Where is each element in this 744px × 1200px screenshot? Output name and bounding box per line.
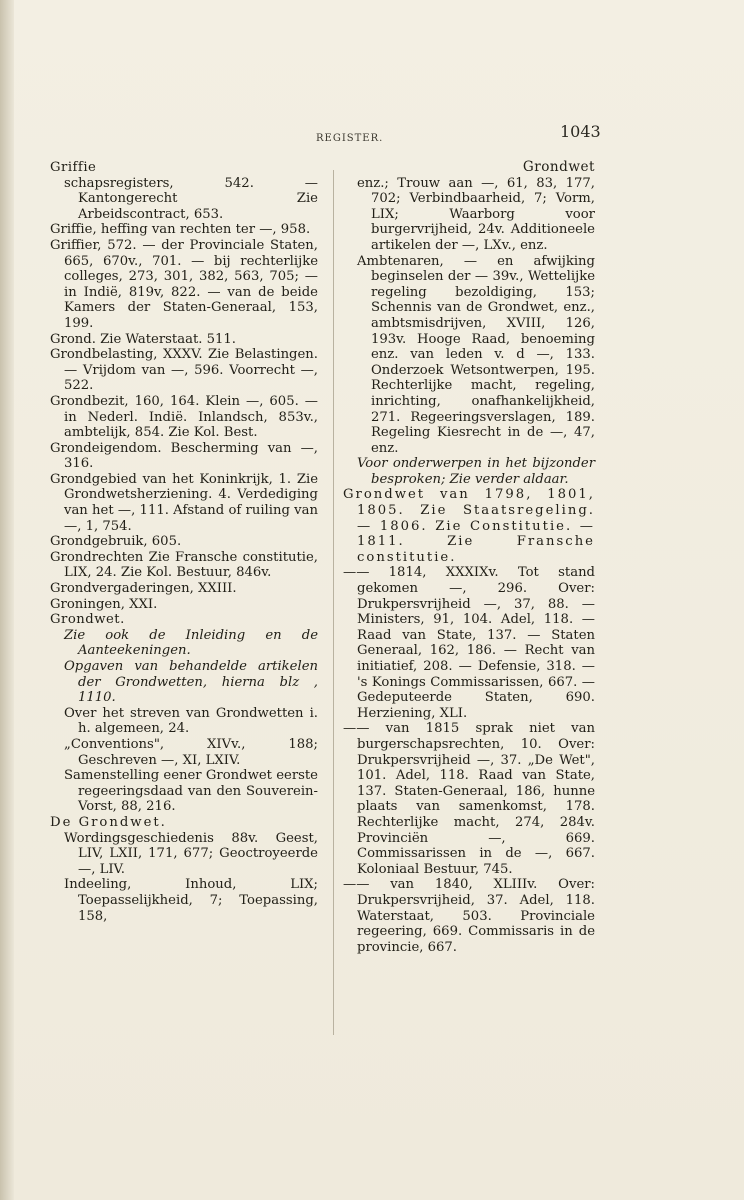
- index-entry: —— 1814, XXXIXv. Tot stand gekomen —, 296. Over: Drukpersvrijheid —, 37, 88. — Ministers, 91, 104. Adel, 118. — Raad van State, 137. — Staten Generaal, 162, 186. — Recht van initiatief, 208. — Defensie, 318. — 's Konings Commissarissen, 667. — Gedeputeerde Staten, 690. Herziening, XLI.: [343, 565, 595, 721]
- index-entry: Grondgebruik, 605.: [50, 534, 182, 550]
- index-entry: —— van 1840, XLIIIv. Over: Drukpersvrijheid, 37. Adel, 118. Waterstaat, 503. Provinciale regeering, 669. Commissaris in de provincie, 667.: [343, 877, 595, 955]
- index-entry: Griffie, heffing van rechten ter —, 958.: [50, 222, 311, 238]
- index-entry: „Conventions", XIVv., 188; Geschreven —, XI, LXIV.: [64, 736, 318, 768]
- index-entry: Grondwet van 1798, 1801, 1805. Zie Staatsregeling. — 1806. Zie Constitutie. — 1811. Zie Fransche constitutie.: [343, 487, 595, 565]
- index-entry: Grondrechten Zie Fransche constitutie, LIX, 24. Zie Kol. Bestuur, 846v.: [50, 549, 318, 581]
- page-number: 1043: [560, 122, 601, 141]
- index-entry: Wordingsgeschiedenis 88v. Geest, LIV, LXII, 171, 677; Geoctroyeerde —, LIV.: [64, 830, 318, 877]
- running-head: REGISTER.: [316, 133, 384, 144]
- index-entry: Grond. Zie Waterstaat. 511.: [50, 331, 236, 347]
- index-entry: Voor onderwerpen in het bijzonder besproken; Zie verder aldaar.: [357, 456, 595, 487]
- index-entry: Grondbezit, 160, 164. Klein —, 605. — in Nederl. Indië. Inlandsch, 853v., ambtelijk, 854. Zie Kol. Best.: [50, 393, 318, 441]
- index-entry: Zie ook de Inleiding en de Aanteekeningen.: [64, 627, 318, 659]
- index-entry: Grondvergaderingen, XXIII.: [50, 581, 237, 597]
- index-entry: enz.; Trouw aan —, 61, 83, 177, 702; Verbindbaarheid, 7; Vorm, LIX; Waarborg voor burgervrijheid, 24v. Additioneele artikelen der —, LXv., enz.: [357, 175, 595, 253]
- index-entry: Griffier, 572. — der Provinciale Staten, 665, 670v., 701. — bij rechterlijke colleges, 273, 301, 382, 563, 705; — in Indië, 819v, 822. — van de beide Kamers der Staten-Generaal, 153, 199.: [50, 237, 318, 331]
- index-entry: Samenstelling eener Grondwet eerste regeeringsdaad van den Souverein-Vorst, 88, 216.: [64, 768, 318, 815]
- index-entry: Over het streven van Grondwetten i. h. algemeen, 24.: [64, 705, 318, 737]
- index-entry: schapsregisters, 542. — Kantongerecht Zie Arbeidscontract, 653.: [64, 175, 318, 222]
- index-entry: Grondeigendom. Bescherming van —, 316.: [50, 440, 318, 472]
- right-column: [343, 160, 595, 955]
- index-entry: Ambtenaren, — en afwijking beginselen der — 39v., Wettelijke regeling bezoldiging, 153; Schennis van de Grondwet, enz., ambtsmisdrijven, XVIII, 126, 193v. Hooge Raad, benoeming enz. van leden v. d —, 133. Onderzoek Wetsontwerpen, 195. Rechterlijke macht, regeling, inrichting, onafhankelijkheid, 271. Regeeringsverslagen, 189. Regeling Kiesrecht in de —, 47, enz.: [357, 253, 595, 456]
- index-entry: De Grondwet.: [50, 814, 167, 830]
- index-entry: Grondgebied van het Koninkrijk, 1. Zie Grondwetsherziening. 4. Verdediging van het —, 111. Afstand of ruiling van —, 1, 754.: [50, 471, 318, 534]
- page-spine-shadow: [0, 0, 14, 1200]
- index-entry: Grondwet: [522, 159, 595, 175]
- left-column: [50, 160, 318, 924]
- index-entry: Indeeling, Inhoud, LIX; Toepasselijkheid, 7; Toepassing, 158,: [64, 877, 318, 924]
- index-entry: Groningen, XXI.: [50, 596, 158, 612]
- index-entry: Opgaven van behandelde artikelen der Grondwetten, hierna blz , 1110.: [64, 659, 318, 706]
- column-divider: [333, 170, 334, 1035]
- index-entry: Grondbelasting, XXXV. Zie Belastingen. — Vrijdom van —, 596. Voorrecht —, 522.: [50, 347, 318, 394]
- index-entry: Grondwet.: [50, 612, 125, 628]
- index-entry: —— van 1815 sprak niet van burgerschapsrechten, 10. Over: Drukpersvrijheid —, 37. „De Wet", 101. Adel, 118. Raad van State, 137. Staten-Generaal, 186, hunne plaats van samenkomst, 178. Rechterlijke macht, 274, 284v. Provinciën —, 669. Commissarissen in de —, 667. Koloniaal Bestuur, 745.: [343, 721, 595, 877]
- index-entry: Griffie: [50, 160, 97, 175]
